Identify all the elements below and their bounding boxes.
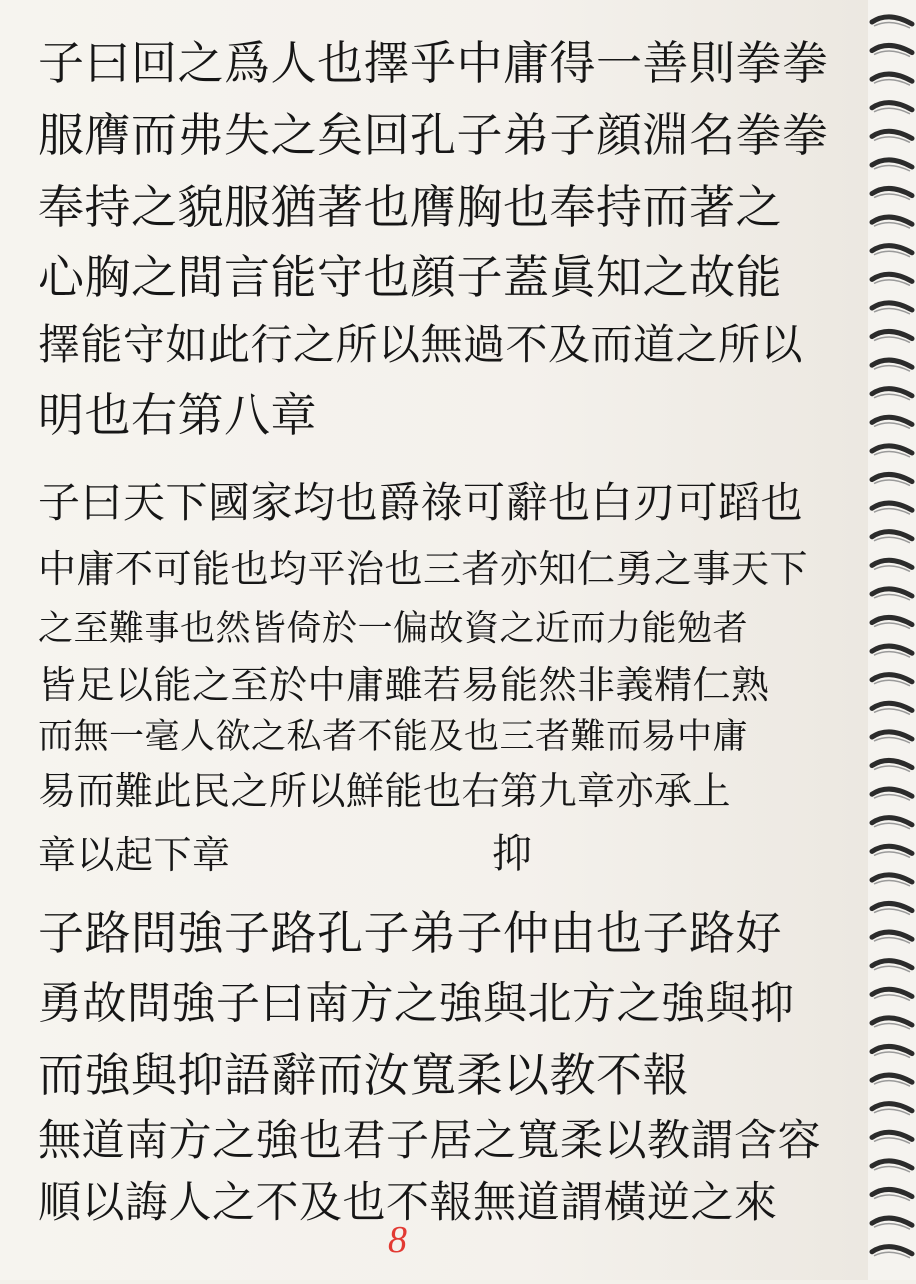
text-line-2: 服膺而弗失之矣回孔子弟子顔淵名拳拳 <box>38 108 829 162</box>
spiral-coil-highlight <box>874 852 910 858</box>
spiral-coil-highlight <box>874 394 910 400</box>
text-line-9: 之至難事也然皆倚於一偏故資之近而力能勉者 <box>38 609 749 649</box>
spiral-coil-highlight <box>874 966 910 972</box>
spiral-coil-highlight <box>874 1081 910 1087</box>
spiral-coil-highlight <box>874 880 910 886</box>
spiral-coil-highlight <box>874 537 910 543</box>
spiral-coil-highlight <box>874 623 910 629</box>
spiral-coil-highlight <box>874 766 910 772</box>
spiral-coil-highlight <box>874 1109 910 1115</box>
text-line-13: 章以起下章 <box>38 833 231 877</box>
text-line-15: 勇故問強子曰南方之強與北方之強與抑 <box>38 978 795 1029</box>
text-line-3: 奉持之貌服猶著也膺胸也奉持而著之 <box>38 180 782 234</box>
text-line-14: 子路問強子路孔子弟子仲由也子路好 <box>38 906 782 960</box>
page-number: 8 <box>388 1219 407 1261</box>
spiral-rings-icon <box>868 0 916 1280</box>
spiral-coil-highlight <box>874 280 910 286</box>
spiral-coil-highlight <box>874 223 910 229</box>
spiral-coil-highlight <box>874 251 910 257</box>
spiral-coil-highlight <box>874 680 910 686</box>
text-line-17: 無道南方之強也君子居之寬柔以教謂含容 <box>38 1116 821 1166</box>
spiral-coil-highlight <box>874 165 910 171</box>
spiral-coil-highlight <box>874 308 910 314</box>
text-line-6: 明也右第八章 <box>38 388 317 442</box>
spiral-coil-highlight <box>874 137 910 143</box>
text-line-5: 擇能守如此行之所以無過不及而道之所以 <box>38 320 804 369</box>
spiral-coil-highlight <box>874 22 910 28</box>
spiral-coil-highlight <box>874 938 910 944</box>
spiral-coil-highlight <box>874 1224 910 1230</box>
spiral-coil-highlight <box>874 337 910 343</box>
spiral-coil-highlight <box>874 909 910 915</box>
margin-insert-mark: 抑 <box>492 831 532 877</box>
text-line-12: 易而難此民之所以鮮能也右第九章亦承上 <box>38 769 732 813</box>
spiral-coil-highlight <box>874 194 910 200</box>
text-line-7: 子曰天下國家均也爵祿可辭也白刃可蹈也 <box>38 478 804 527</box>
text-line-10: 皆足以能之至於中庸雖若易能然非義精仁熟 <box>38 663 770 707</box>
spiral-coil-highlight <box>874 652 910 658</box>
spiral-coil-highlight <box>874 423 910 429</box>
spiral-coil-highlight <box>874 1166 910 1172</box>
text-line-18: 順以誨人之不及也不報無道謂橫逆之來 <box>38 1178 778 1228</box>
spiral-coil-highlight <box>874 566 910 572</box>
text-line-11: 而無一毫人欲之私者不能及也三者難而易中庸 <box>38 717 749 757</box>
text-line-4: 心胸之間言能守也顔子蓋眞知之故能 <box>38 250 782 304</box>
text-line-16: 而強與抑語辭而汝寬柔以教不報 <box>38 1048 689 1102</box>
spiral-coil-highlight <box>874 823 910 829</box>
spiral-coil-highlight <box>874 509 910 515</box>
spiral-coil-highlight <box>874 1252 910 1258</box>
spiral-coil-highlight <box>874 737 910 743</box>
spiral-coil-highlight <box>874 709 910 715</box>
text-line-1: 子曰回之爲人也擇乎中庸得一善則拳拳 <box>38 36 829 90</box>
spiral-coil-highlight <box>874 1195 910 1201</box>
spiral-coil-highlight <box>874 480 910 486</box>
spiral-coil-highlight <box>874 995 910 1001</box>
spiral-coil-highlight <box>874 1052 910 1058</box>
spiral-coil-highlight <box>874 51 910 57</box>
spiral-coil-highlight <box>874 594 910 600</box>
spiral-coil-highlight <box>874 795 910 801</box>
text-line-8: 中庸不可能也均平治也三者亦知仁勇之事天下 <box>38 547 809 591</box>
spiral-coil-highlight <box>874 1138 910 1144</box>
spiral-coil-highlight <box>874 1023 910 1029</box>
spiral-coil-highlight <box>874 366 910 372</box>
spiral-coil-highlight <box>874 80 910 86</box>
spiral-coil-highlight <box>874 451 910 457</box>
spiral-coil-highlight <box>874 108 910 114</box>
spiral-binding <box>868 0 916 1280</box>
